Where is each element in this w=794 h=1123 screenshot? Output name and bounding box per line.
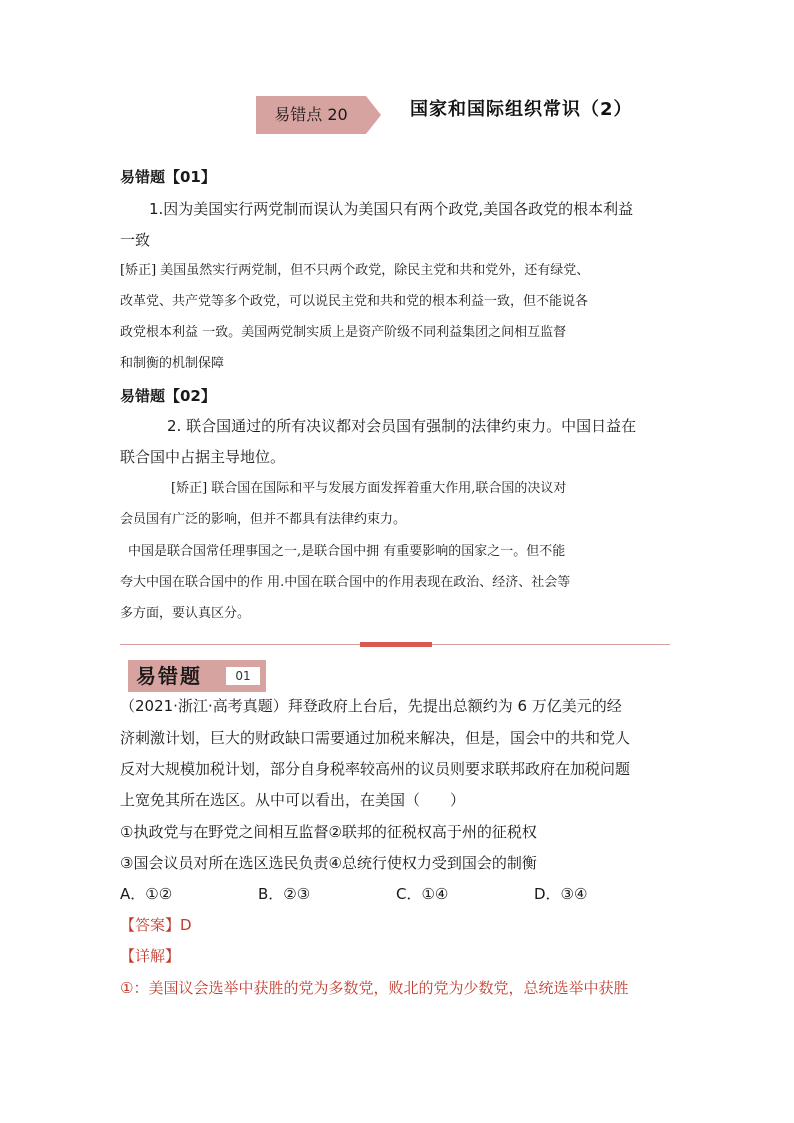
correction-line: 中国是联合国常任理事国之一,是联合国中拥 有重要影响的国家之一。但不能 [128,544,566,559]
correction-line: 会员国有广泛的影响，但并不都具有法律约束力。 [120,512,407,527]
topic-tag [256,96,381,134]
exercise-tag-label: 易错题 [136,664,202,688]
question-line: 反对大规模加税计划，部分自身税率较高州的议员则要求联邦政府在加税问题 [120,760,631,778]
error-heading-01: 易错题【01】 [120,168,216,186]
question-line: 济刺激计划，巨大的财政缺口需要通过加税来解决，但是，国会中的共和党人 [120,729,631,747]
option-a: A．①② [120,885,173,903]
correction-line: [矫正] 联合国在国际和平与发展方面发挥着重大作用,联合国的决议对 [171,481,567,496]
analysis-line: ①：美国议会选举中获胜的党为多数党，败北的党为少数党，总统选举中获胜 [120,979,629,997]
answer-label: 【答案】 [120,916,181,934]
topic-tag-label: 易错点 20 [274,105,348,124]
correction-line: 夸大中国在联合国中的作 用.中国在联合国中的作用表现在政治、经济、社会等 [120,575,571,590]
correction-line: 改革党、共产党等多个政党，可以说民主党和共和党的根本利益一致，但不能说各 [120,294,589,309]
question-line: （2021·浙江·高考真题）拜登政府上台后，先提出总额约为 6 万亿美元的经 [120,697,622,715]
correction-line: [矫正] 美国虽然实行两党制，但不只两个政党，除民主党和共和党外，还有绿党、 [120,263,590,278]
error-heading-02: 易错题【02】 [120,387,216,405]
exercise-tag [128,660,266,692]
answer-value: D [180,916,192,934]
correction-line: 多方面，要认真区分。 [120,606,251,621]
page-title: 国家和国际组织常识（2） [410,99,633,120]
analysis-label: 【详解】 [120,947,181,965]
answer [120,915,192,935]
statement-option-line: ①执政党与在野党之间相互监督②联邦的征税权高于州的征税权 [120,823,537,841]
statement-line: 1.因为美国实行两党制而误认为美国只有两个政党,美国各政党的根本利益 [149,200,634,218]
correction-line: 政党根本利益 一致。美国两党制实质上是资产阶级不同利益集团之间相互监督 [120,325,567,340]
statement-option-line: ③国会议员对所在选区选民负责④总统行使权力受到国会的制衡 [120,854,537,872]
section-divider-accent [360,642,432,647]
statement-line: 一致 [120,231,151,249]
option-c: C．①④ [396,885,449,903]
statement-line: 2. 联合国通过的所有决议都对会员国有强制的法律约束力。中国日益在 [167,417,637,435]
option-b: B．②③ [258,885,311,903]
question-line: 上宽免其所在选区。从中可以看出，在美国（ ） [120,791,466,809]
exercise-tag-number: 01 [226,667,260,685]
statement-line: 联合国中占据主导地位。 [120,448,286,466]
correction-line: 和制衡的机制保障 [120,356,225,371]
option-d: D．③④ [534,885,588,903]
